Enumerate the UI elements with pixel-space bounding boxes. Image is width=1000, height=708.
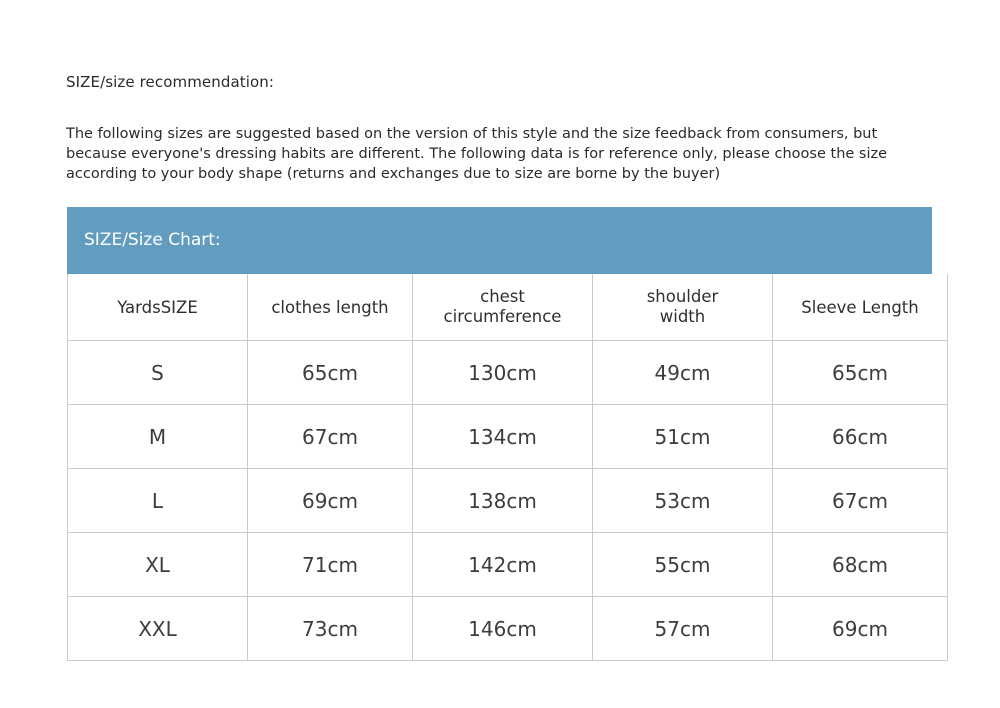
cell-size: S bbox=[68, 341, 248, 405]
cell-clothes-length: 71cm bbox=[248, 533, 413, 597]
table-row bbox=[68, 533, 948, 597]
intro-text: The following sizes are suggested based on the version of this style and the size feedback from consumers, but because everyone's dressing habits are different. The following data is for reference only, please choose the size according to your body shape (returns and exchanges due to size are borne by the buyer) bbox=[66, 126, 888, 182]
column-header-chest-line2: circumference bbox=[443, 307, 562, 326]
cell-size: M bbox=[68, 405, 248, 469]
cell-size: XL bbox=[68, 533, 248, 597]
cell-size: L bbox=[68, 469, 248, 533]
cell-sleeve: 66cm bbox=[773, 405, 948, 469]
column-header-shoulder-line2: width bbox=[659, 307, 706, 326]
page-title: SIZE/size recommendation: bbox=[66, 73, 275, 91]
cell-chest: 134cm bbox=[413, 405, 593, 469]
cell-size: XXL bbox=[68, 597, 248, 661]
cell-chest: 138cm bbox=[413, 469, 593, 533]
cell-clothes-length: 67cm bbox=[248, 405, 413, 469]
cell-clothes-length: 73cm bbox=[248, 597, 413, 661]
table-row bbox=[68, 405, 948, 469]
cell-shoulder: 55cm bbox=[593, 533, 773, 597]
cell-chest: 130cm bbox=[413, 341, 593, 405]
size-table bbox=[67, 274, 948, 661]
column-header-chest-circumference bbox=[413, 274, 593, 341]
table-row bbox=[68, 341, 948, 405]
table-row bbox=[68, 597, 948, 661]
size-chart-title: SIZE/Size Chart: bbox=[67, 207, 932, 274]
cell-shoulder: 53cm bbox=[593, 469, 773, 533]
size-chart bbox=[67, 207, 932, 661]
column-header-shoulder-line1: shoulder bbox=[646, 287, 719, 306]
table-row bbox=[68, 469, 948, 533]
cell-sleeve: 69cm bbox=[773, 597, 948, 661]
cell-shoulder: 51cm bbox=[593, 405, 773, 469]
cell-shoulder: 49cm bbox=[593, 341, 773, 405]
intro-paragraph bbox=[66, 124, 938, 184]
column-header-size: YardsSIZE bbox=[68, 274, 248, 341]
cell-clothes-length: 69cm bbox=[248, 469, 413, 533]
cell-shoulder: 57cm bbox=[593, 597, 773, 661]
cell-clothes-length: 65cm bbox=[248, 341, 413, 405]
table-header-row bbox=[68, 274, 948, 341]
column-header-clothes-length: clothes length bbox=[248, 274, 413, 341]
column-header-shoulder-width bbox=[593, 274, 773, 341]
cell-sleeve: 65cm bbox=[773, 341, 948, 405]
cell-chest: 146cm bbox=[413, 597, 593, 661]
cell-sleeve: 68cm bbox=[773, 533, 948, 597]
cell-chest: 142cm bbox=[413, 533, 593, 597]
column-header-sleeve-length: Sleeve Length bbox=[773, 274, 948, 341]
column-header-chest-line1: chest bbox=[480, 287, 525, 306]
cell-sleeve: 67cm bbox=[773, 469, 948, 533]
